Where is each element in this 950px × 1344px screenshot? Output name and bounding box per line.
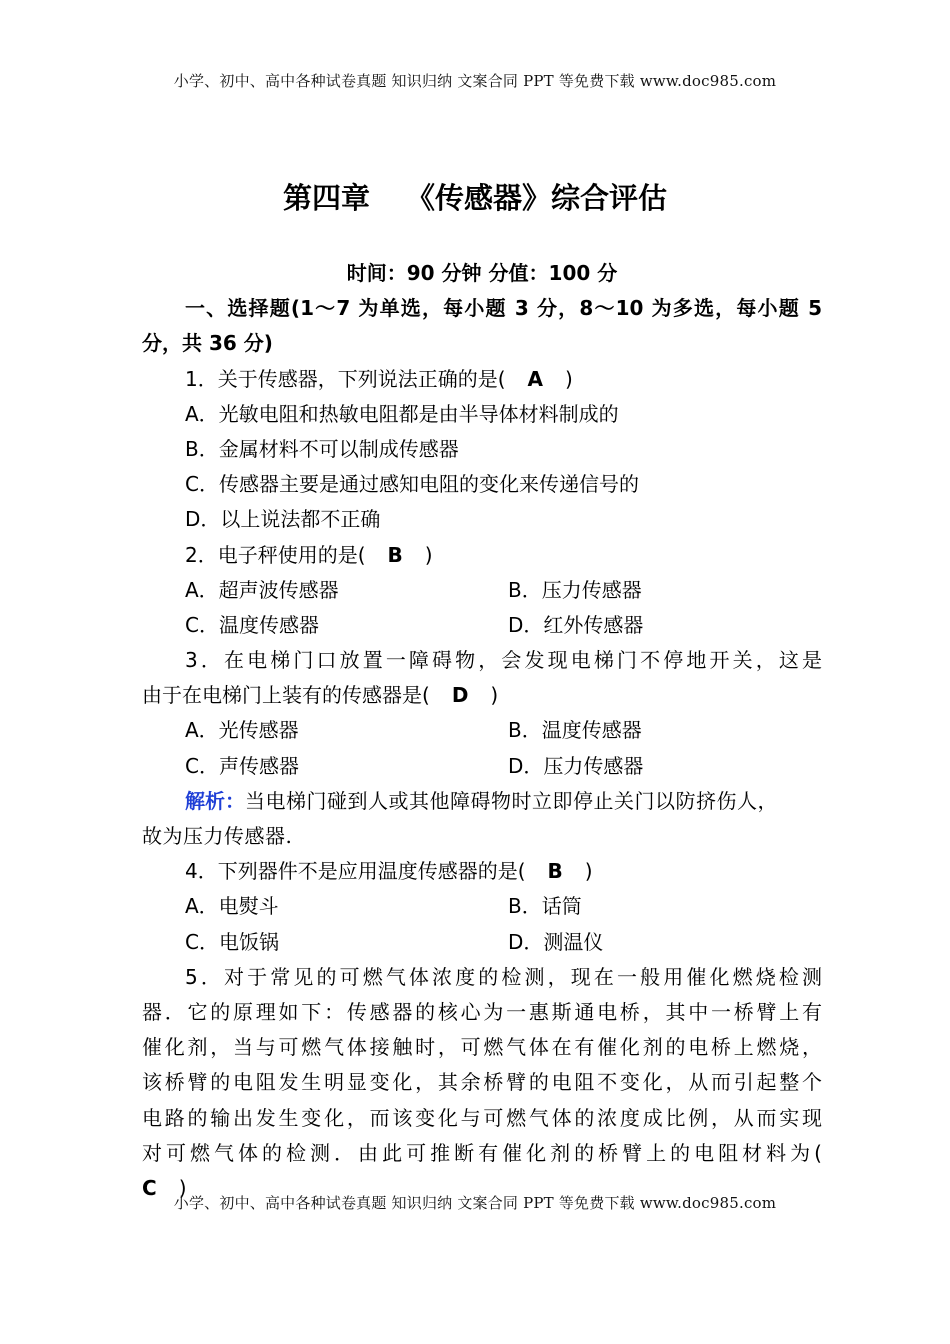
question-5-stem-line1: 5．对于常见的可燃气体浓度的检测，现在一般用催化燃烧检测: [185, 964, 822, 989]
question-2-options-row2: [142, 608, 822, 643]
question-1-option-a: A．光敏电阻和热敏电阻都是由半导体材料制成的: [185, 401, 619, 426]
page-title: [0, 176, 950, 217]
analysis-label: 解析：: [185, 788, 245, 813]
question-4-answer: B: [547, 859, 563, 884]
question-5-answer: C: [142, 1175, 157, 1200]
exam-meta: 时间：90 分钟 分值：100 分: [346, 261, 618, 285]
question-3-analysis-line1: 解析：当电梯门碰到人或其他障碍物时立即停止关门以防挤伤人，: [185, 788, 778, 813]
question-5-stem-line2: 器．它的原理如下：传感器的核心为一惠斯通电桥，其中一桥臂上有: [142, 999, 822, 1024]
question-1-option-c: C．传感器主要是通过感知电阻的变化来传递信号的: [185, 472, 639, 497]
section-heading-line2: 分，共 36 分): [142, 331, 273, 356]
question-4-stem: 4．下列器件不是应用温度传感器的是( B ): [185, 859, 593, 884]
question-5-stem-line6: 对可燃气体的检测．由此可推断有催化剂的桥臂上的电阻材料为(: [142, 1140, 822, 1165]
question-3-options-row1: [142, 713, 822, 748]
chapter-label: 第四章: [282, 181, 370, 215]
question-3-analysis-line2: 故为压力传感器.: [142, 824, 293, 848]
chapter-name: 《传感器》综合评估: [406, 181, 668, 215]
question-5-stem-line5: 电路的输出发生变化，而该变化与可燃气体的浓度成比例，从而实现: [142, 1105, 822, 1130]
question-4-option-b: B．话筒: [508, 894, 582, 919]
question-2-option-b: B．压力传感器: [508, 577, 642, 602]
question-5-stem-line3: 催化剂，当与可燃气体接触时，可燃气体在有催化剂的电桥上燃烧，: [142, 1035, 822, 1060]
question-3-options-row2: [142, 749, 822, 784]
question-2-option-a: A．超声波传感器: [185, 577, 339, 602]
question-2-answer: B: [387, 542, 403, 567]
question-2-stem: 2．电子秤使用的是( B ): [185, 542, 433, 567]
question-3-option-a: A．光传感器: [185, 718, 299, 743]
question-3-option-d: D．压力传感器: [508, 753, 644, 778]
question-1-answer: A: [527, 366, 544, 391]
exam-content: [142, 256, 822, 1206]
question-5-stem-line4: 该桥臂的电阻发生明显变化，其余桥臂的电阻不变化，从而引起整个: [142, 1070, 822, 1095]
question-1-stem: 1．关于传感器，下列说法正确的是( A ): [185, 366, 573, 391]
question-4-options-row1: [142, 889, 822, 924]
question-3-answer: D: [451, 683, 469, 708]
question-3-stem-line2: 由于在电梯门上装有的传感器是( D ): [142, 683, 499, 708]
question-5-answer-line: C ): [142, 1175, 187, 1200]
question-4-option-c: C．电饭锅: [185, 929, 279, 954]
question-4-options-row2: [142, 925, 822, 960]
question-4-option-a: A．电熨斗: [185, 894, 279, 919]
section-heading-line1: 一、选择题(1～7 为单选，每小题 3 分，8～10 为多选，每小题 5: [185, 296, 822, 321]
page-footer: 小学、初中、高中各种试卷真题 知识归纳 文案合同 PPT 等免费下载 www.doc985.com: [173, 1194, 777, 1212]
question-3-option-b: B．温度传感器: [508, 718, 642, 743]
question-1-option-d: D．以上说法都不正确: [185, 507, 381, 532]
question-1-option-b: B．金属材料不可以制成传感器: [185, 436, 459, 461]
question-2-option-d: D．红外传感器: [508, 612, 644, 637]
page-header: 小学、初中、高中各种试卷真题 知识归纳 文案合同 PPT 等免费下载 www.doc985.com: [173, 72, 777, 90]
question-2-option-c: C．温度传感器: [185, 612, 319, 637]
question-4-option-d: D．测温仪: [508, 929, 604, 954]
question-3-option-c: C．声传感器: [185, 753, 299, 778]
question-3-stem-line1: 3．在电梯门口放置一障碍物，会发现电梯门不停地开关，这是: [185, 648, 822, 673]
question-2-options-row1: [142, 573, 822, 608]
